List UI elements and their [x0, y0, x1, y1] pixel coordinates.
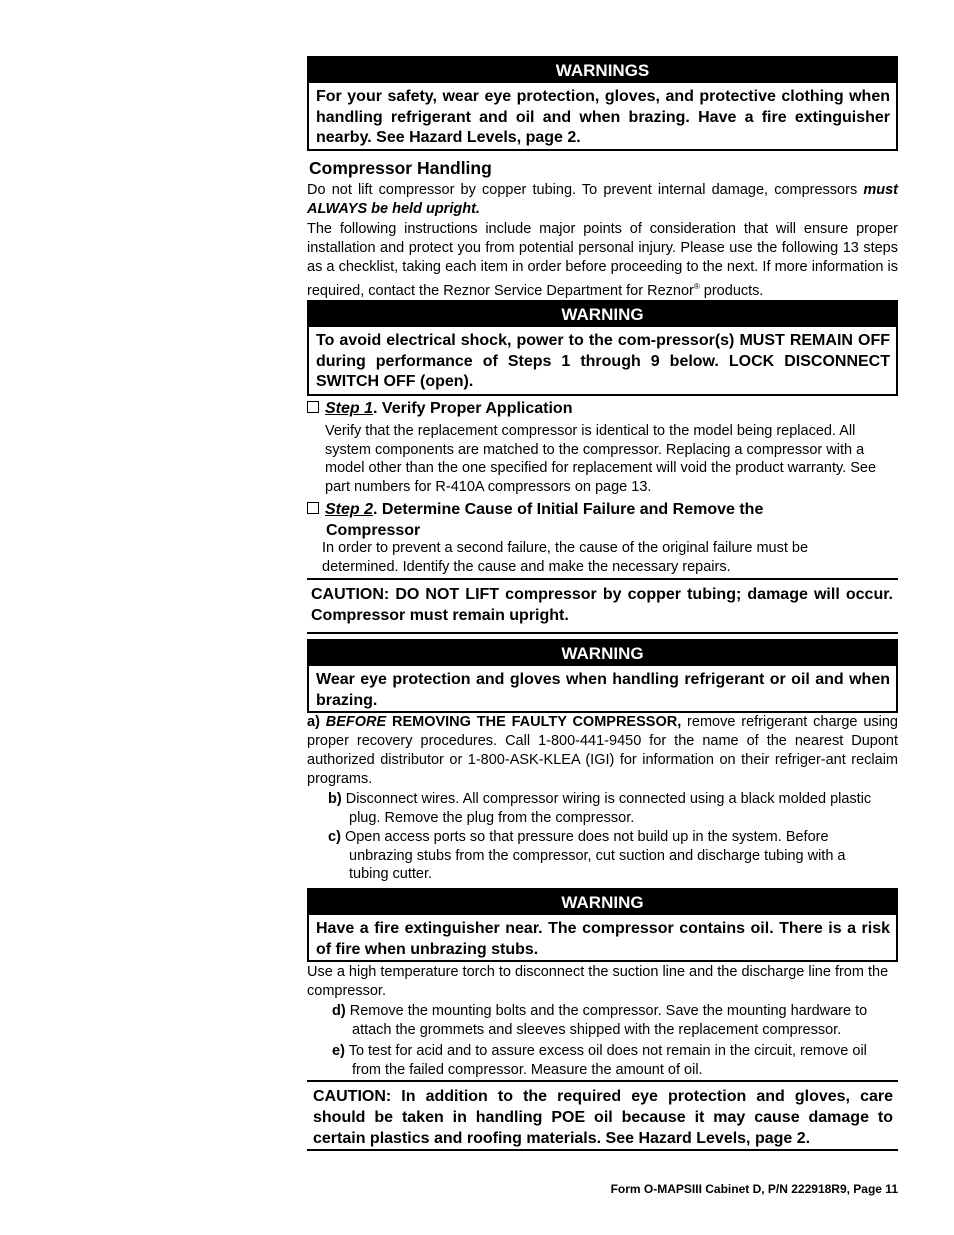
- warning-electrical-text: To avoid electrical shock, power to the com-pressor(s) MUST REMAIN OFF during performance of Steps 1 through 9 below. LOCK DISCONNECT SWITCH OFF (open).: [316, 332, 890, 390]
- step-2-label: Step 2: [325, 501, 374, 518]
- warnings-box-title: WARNINGS: [309, 58, 896, 83]
- item-e-text: To test for acid and to assure excess oil does not remain in the circuit, remove oil from the failed compressor. Measure the amount of oil.: [348, 1043, 867, 1078]
- item-b-label: b): [328, 791, 342, 807]
- item-e-label: e): [332, 1043, 345, 1059]
- page-footer: Form O-MAPSIII Cabinet D, P/N 222918R9, Page 11: [610, 1182, 898, 1196]
- warnings-box: [307, 56, 898, 151]
- item-b-text: Disconnect wires. All compressor wiring is connected using a black molded plastic plug. Remove the plug from the compressor.: [345, 791, 872, 826]
- intro-text: Do not lift compressor by copper tubing. To prevent internal damage, compressors: [307, 182, 864, 198]
- intro-emphasis: must ALWAYS be held upright.: [307, 182, 898, 217]
- step-1-text: Verify that the replacement compressor is identical to the model being replaced. All system components are matched to the compressor. Replacing a compressor with a model other than the one specified for replacement will void the product warranty. See part numbers for R-410A compressors on page 13.: [325, 423, 877, 495]
- caution-lift-box: CAUTION: DO NOT LIFT compressor by copper tubing; damage will occur. Compressor must remain upright.: [307, 578, 898, 634]
- warning-fire-text: Have a fire extinguisher near. The compressor contains oil. There is a risk of fire when unbrazing stubs.: [316, 920, 890, 958]
- item-b: [328, 790, 888, 827]
- item-a-emphasis: BEFORE: [325, 714, 387, 730]
- torch-paragraph: Use a high temperature torch to disconnect the suction line and the discharge line from the compressor.: [307, 964, 889, 999]
- intro-paragraph: [307, 181, 898, 219]
- warnings-box-text: For your safety, wear eye protection, gloves, and protective clothing when handling refrigerant and oil and when brazing. Have a fire extinguisher nearby. See Hazard Levels, page 2.: [316, 88, 890, 146]
- item-a-label: a): [307, 714, 320, 730]
- item-a: [307, 713, 898, 789]
- step-2-title-cont: Compressor: [326, 522, 421, 539]
- registered-mark: ®: [693, 282, 700, 291]
- item-a-bold: REMOVING THE FAULTY COMPRESSOR,: [391, 714, 682, 730]
- checklist-paragraph: [307, 220, 898, 301]
- checkbox-icon[interactable]: [307, 401, 319, 413]
- warning-eye-protection-box: [307, 639, 898, 713]
- item-a-text: remove refrigerant charge using proper recovery procedures. Call 1-800-441-9450 for the name of the nearest Dupont authorized distributor or 1-800-ASK-KLEA (IGI) for information on their refriger-ant reclaim programs.: [307, 714, 898, 787]
- step-1-heading: [307, 400, 572, 418]
- caution-poe-oil-box: CAUTION: In addition to the required eye protection and gloves, care should be taken in handling POE oil because it may cause damage to certain plastics and roofing materials. See Hazard Levels, page 2.: [307, 1080, 898, 1151]
- step-2-text: In order to prevent a second failure, the cause of the original failure must be determined. Identify the cause and make the necessary repairs.: [322, 540, 809, 575]
- item-e: [332, 1042, 898, 1079]
- item-c-text: Open access ports so that pressure does not build up in the system. Before unbrazing stubs from the compressor, cut suction and discharge tubing with a tubing cutter.: [344, 829, 846, 882]
- warning-eye-protection-text: Wear eye protection and gloves when handling refrigerant or oil and when brazing.: [316, 671, 890, 709]
- step-1-label: Step 1: [325, 400, 374, 417]
- item-c-label: c): [328, 829, 341, 845]
- warning-fire-title: WARNING: [309, 890, 896, 915]
- checklist-text-end: products.: [699, 282, 764, 299]
- warning-eye-protection-title: WARNING: [309, 641, 896, 666]
- warning-electrical-title: WARNING: [309, 302, 896, 327]
- item-c: [328, 828, 888, 884]
- warning-fire-box: [307, 888, 898, 962]
- step-2-heading: [307, 499, 763, 541]
- item-d: [332, 1002, 898, 1039]
- step-1-title: . Verify Proper Application: [373, 400, 573, 417]
- warning-electrical-box: [307, 300, 898, 396]
- checklist-text: The following instructions include major points of consideration that will ensure proper installation and protect you from potential personal injury. Please use the following 13 steps as a checklist, taking each item in order before proceeding to the next. If more information is required, contact the Reznor Service Department for Reznor: [307, 221, 898, 299]
- section-heading: Compressor Handling: [309, 158, 492, 178]
- step-2-title: . Determine Cause of Initial Failure and Remove the: [373, 501, 764, 518]
- checkbox-icon[interactable]: [307, 502, 319, 514]
- item-d-text: Remove the mounting bolts and the compressor. Save the mounting hardware to attach the grommets and sleeves shipped with the replacement compressor.: [349, 1003, 868, 1038]
- item-d-label: d): [332, 1003, 346, 1019]
